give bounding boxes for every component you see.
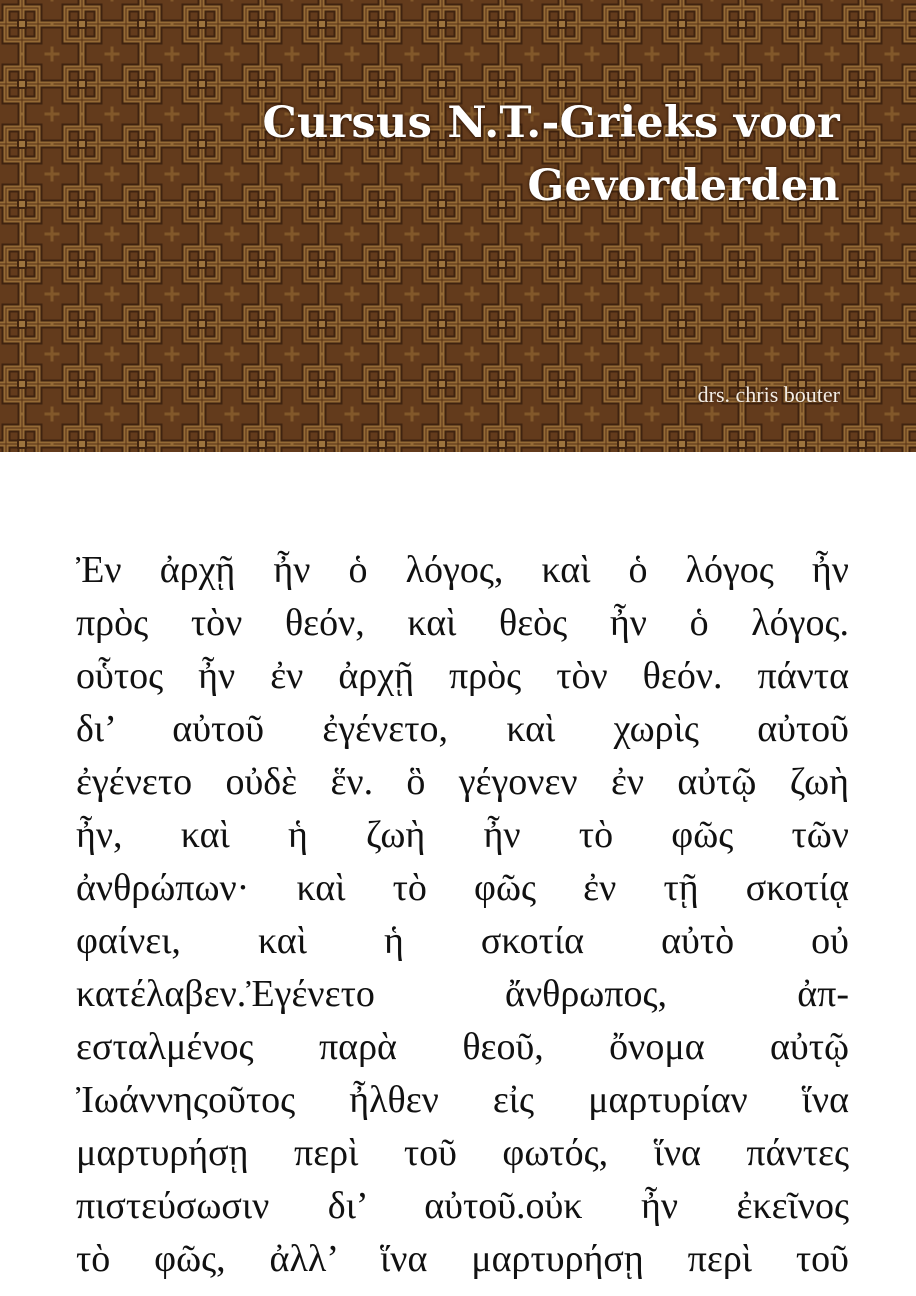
text-line: ἦν, καὶ ἡ ζωὴ ἦν τὸ φῶς τῶν xyxy=(76,814,849,856)
text-line: φαίνει, καὶ ἡ σκοτία αὐτὸ οὐ xyxy=(76,920,849,962)
greek-text-block xyxy=(76,544,849,1286)
book-title-line-2: Gevorderden xyxy=(527,161,840,211)
text-line: μαρτυρήσῃ περὶ τοῦ φωτός, ἵνα πάντες xyxy=(76,1132,849,1174)
text-line: πιστεύσωσιν δι’ αὐτοῦ.οὐκ ἦν ἐκεῖνος xyxy=(76,1185,849,1227)
cover-banner xyxy=(0,0,916,452)
text-line: τὸ φῶς, ἀλλ’ ἵνα μαρτυρήσῃ περὶ τοῦ xyxy=(76,1238,849,1280)
text-line: πρὸς τὸν θεόν, καὶ θεὸς ἦν ὁ λόγος. xyxy=(76,602,849,644)
text-line: κατέλαβεν.Ἐγένετο ἄνθρωπος, ἀπ- xyxy=(76,973,849,1015)
text-line: Ἰωάννηςοῦτος ἦλθεν εἰς μαρτυρίαν ἵνα xyxy=(76,1079,849,1121)
text-line: εσταλμένος παρὰ θεοῦ, ὄνομα αὐτῷ xyxy=(76,1026,849,1068)
book-title xyxy=(200,92,840,218)
text-line: ἐγένετο οὐδὲ ἕν. ὃ γέγονεν ἐν αὐτῷ ζωὴ xyxy=(76,761,849,803)
book-title-line-1: Cursus N.T.-Grieks voor xyxy=(262,98,840,148)
text-line: δι’ αὐτοῦ ἐγένετο, καὶ χωρὶς αὐτοῦ xyxy=(76,708,849,750)
text-line: οὗτος ἦν ἐν ἀρχῇ πρὸς τὸν θεόν. πάντα xyxy=(76,655,849,697)
text-line: Ἐν ἀρχῇ ἦν ὁ λόγος, καὶ ὁ λόγος ἦν xyxy=(76,549,849,591)
text-line: ἀνθρώπων· καὶ τὸ φῶς ἐν τῇ σκοτίᾳ xyxy=(76,867,849,909)
author-name: drs. chris bouter xyxy=(697,382,840,407)
